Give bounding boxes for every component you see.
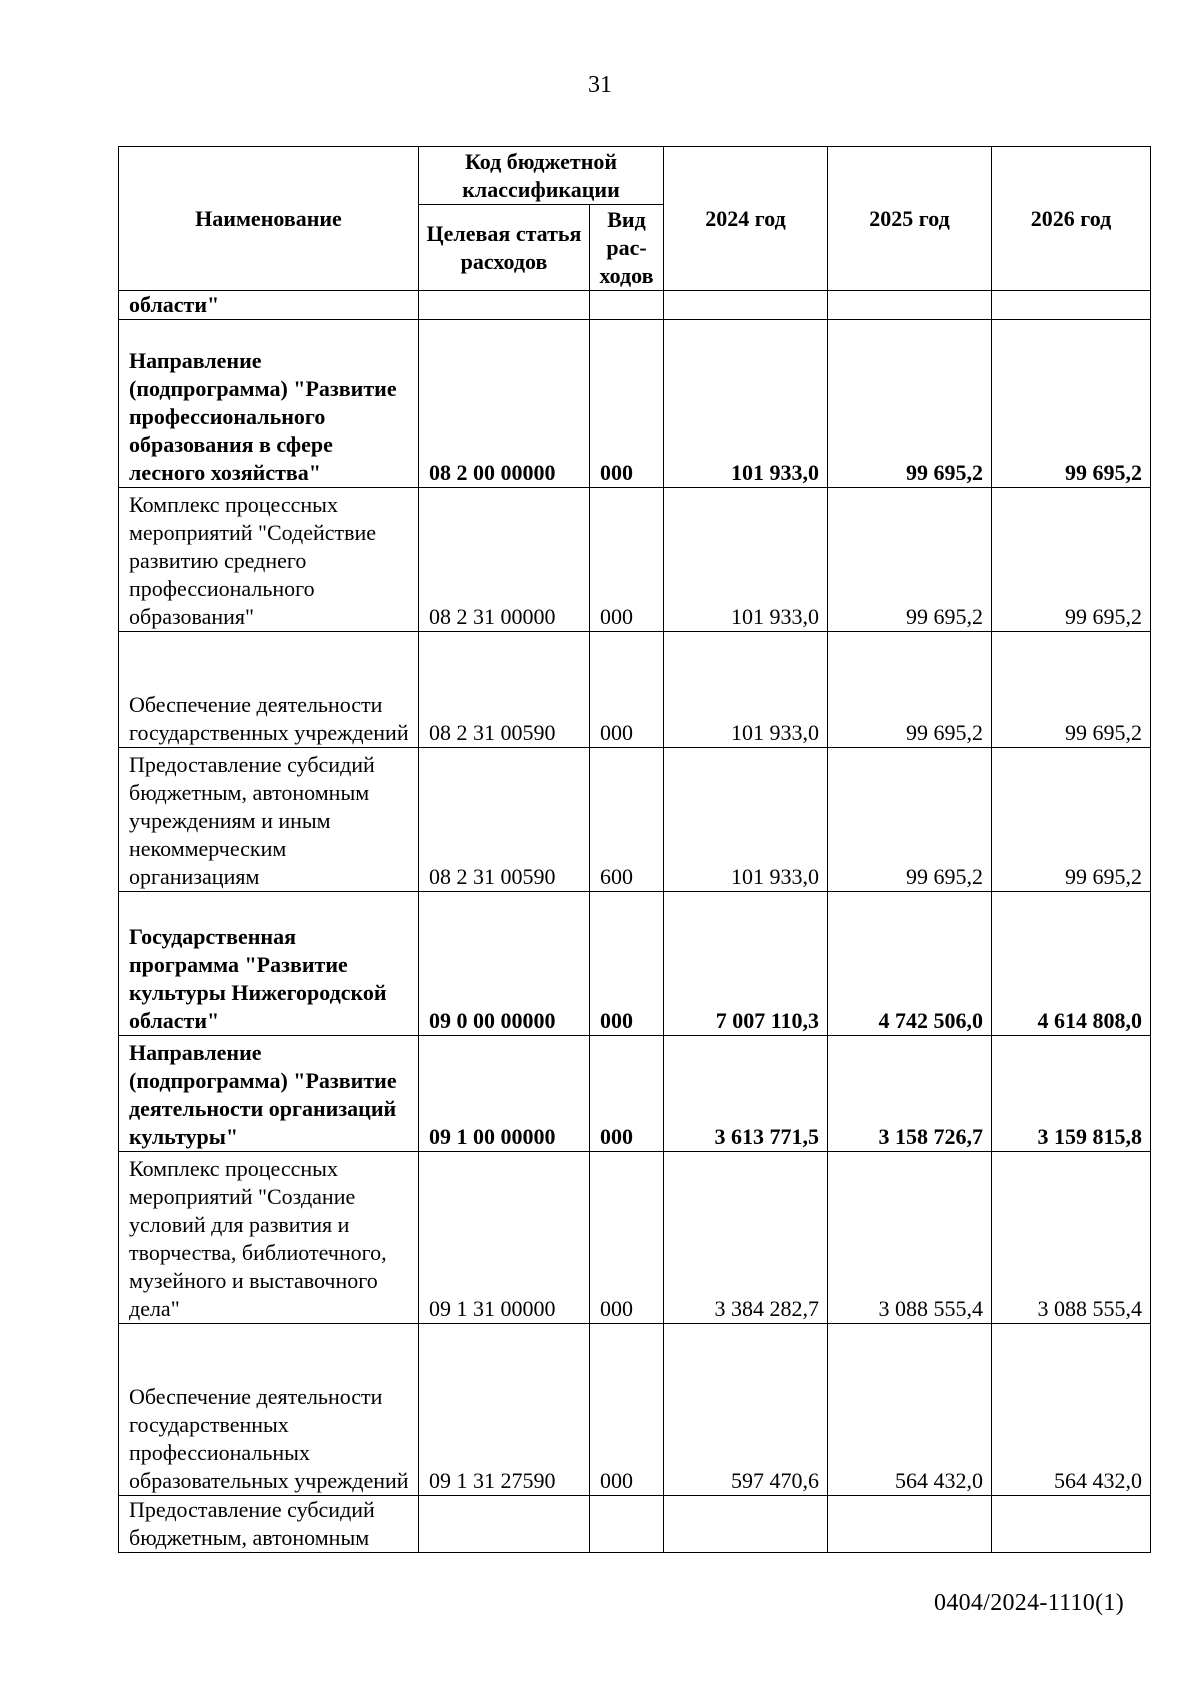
row-value-2025 [828,291,992,320]
row-value-2026: 99 695,2 [992,488,1151,632]
row-value-2024: 3 384 282,7 [664,1152,828,1324]
row-value-2024: 597 470,6 [664,1324,828,1496]
row-target-code [419,291,590,320]
row-value-2025: 99 695,2 [828,748,992,892]
table-row [119,1152,1151,1324]
row-value-2026: 99 695,2 [992,632,1151,748]
table-row [119,1036,1151,1152]
row-expense-type: 000 [590,1036,664,1152]
row-expense-type: 600 [590,748,664,892]
row-expense-type: 000 [590,320,664,488]
row-value-2026: 99 695,2 [992,748,1151,892]
row-name: Предоставление субсидий бюджетным, автономным [119,1496,419,1553]
row-expense-type: 000 [590,1152,664,1324]
document-code: 0404/2024-1110(1) [934,1590,1124,1616]
row-expense-type [590,291,664,320]
row-value-2026: 99 695,2 [992,320,1151,488]
row-value-2026: 4 614 808,0 [992,892,1151,1036]
row-target-code: 09 1 31 00000 [419,1152,590,1324]
header-target-article: Целевая статья расходов [419,205,590,291]
row-value-2025: 3 158 726,7 [828,1036,992,1152]
row-value-2025: 99 695,2 [828,632,992,748]
row-expense-type: 000 [590,1324,664,1496]
row-target-code [419,1496,590,1553]
budget-table [118,146,1151,1553]
header-expense-type: Вид рас-ходов [590,205,664,291]
table-row [119,1496,1151,1553]
row-target-code: 09 1 00 00000 [419,1036,590,1152]
row-value-2024 [664,291,828,320]
table-row [119,892,1151,1036]
row-value-2026 [992,291,1151,320]
row-value-2024: 7 007 110,3 [664,892,828,1036]
row-target-code: 08 2 31 00590 [419,632,590,748]
row-target-code: 09 0 00 00000 [419,892,590,1036]
page-number: 31 [588,72,612,98]
row-target-code: 08 2 31 00000 [419,488,590,632]
row-value-2024: 101 933,0 [664,748,828,892]
row-value-2024: 3 613 771,5 [664,1036,828,1152]
table-row [119,1324,1151,1496]
header-year-2026: 2026 год [992,147,1151,291]
header-kbk: Код бюджетной классификации [419,147,664,205]
row-value-2026: 3 088 555,4 [992,1152,1151,1324]
row-expense-type [590,1496,664,1553]
row-value-2025: 4 742 506,0 [828,892,992,1036]
row-value-2025: 99 695,2 [828,320,992,488]
header-year-2024: 2024 год [664,147,828,291]
row-name: Государственная программа "Развитие культуры Нижегородской области" [119,892,419,1036]
row-name: Направление (подпрограмма) "Развитие профессионального образования в сфере лесного хозяйства" [119,320,419,488]
row-value-2025: 99 695,2 [828,488,992,632]
row-name: области" [119,291,419,320]
row-target-code: 08 2 00 00000 [419,320,590,488]
row-name: Комплекс процессных мероприятий "Создание условий для развития и творчества, библиотечного, музейного и выставочного дела" [119,1152,419,1324]
row-value-2026 [992,1496,1151,1553]
row-value-2025: 3 088 555,4 [828,1152,992,1324]
row-value-2025: 564 432,0 [828,1324,992,1496]
header-year-2025: 2025 год [828,147,992,291]
row-value-2024: 101 933,0 [664,488,828,632]
row-name: Комплекс процессных мероприятий "Содействие развитию среднего профессионального образования" [119,488,419,632]
row-target-code: 08 2 31 00590 [419,748,590,892]
row-expense-type: 000 [590,488,664,632]
table-row [119,320,1151,488]
row-value-2026: 564 432,0 [992,1324,1151,1496]
table-row [119,632,1151,748]
row-value-2024: 101 933,0 [664,632,828,748]
row-name: Обеспечение деятельности государственных учреждений [119,632,419,748]
table-row [119,291,1151,320]
row-name: Обеспечение деятельности государственных профессиональных образовательных учреждений [119,1324,419,1496]
row-expense-type: 000 [590,892,664,1036]
row-value-2025 [828,1496,992,1553]
row-expense-type: 000 [590,632,664,748]
row-value-2024: 101 933,0 [664,320,828,488]
row-name: Предоставление субсидий бюджетным, автономным учреждениям и иным некоммерческим организациям [119,748,419,892]
table-row [119,748,1151,892]
row-target-code: 09 1 31 27590 [419,1324,590,1496]
header-name: Наименование [119,147,419,291]
row-value-2024 [664,1496,828,1553]
row-value-2026: 3 159 815,8 [992,1036,1151,1152]
row-name: Направление (подпрограмма) "Развитие деятельности организаций культуры" [119,1036,419,1152]
table-row [119,488,1151,632]
